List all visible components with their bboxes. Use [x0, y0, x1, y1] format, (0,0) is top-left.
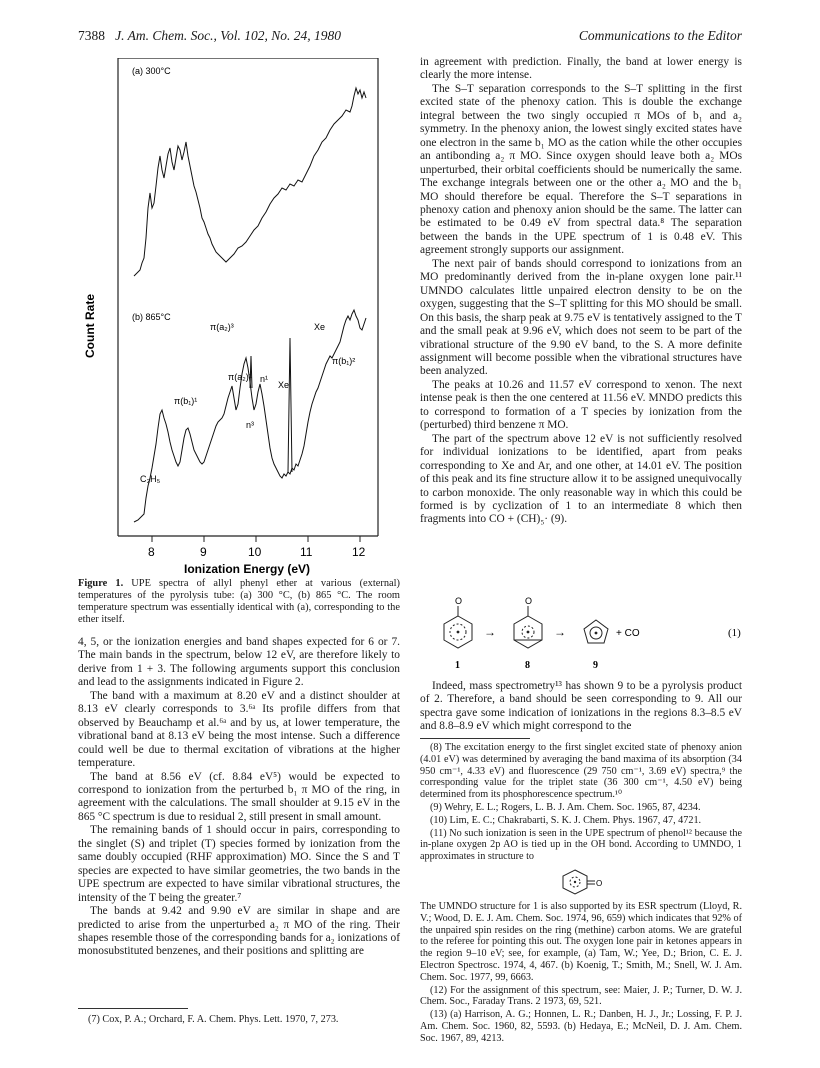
y-axis-label: Count Rate — [83, 294, 97, 358]
label-9: 9 — [593, 660, 598, 671]
annot-c3h5: C₃H₅ — [140, 474, 161, 484]
annot-n3: n³ — [246, 420, 255, 430]
structure-9 — [584, 620, 608, 671]
page-number: 7388 — [78, 28, 105, 43]
paragraph: The band at 8.56 eV (cf. 8.84 eV⁵) would be expected to correspond to ionization from the perturbed b₁ π MO of the ring, in agreement with the calculations. The small shoulder at 9.15 eV in the 865 °C spectrum is due to residual 2, still present in small amount. — [78, 770, 400, 823]
footnote-11: (11) No such ionization is seen in the UPE spectrum of phenol¹² because the in-plane oxygen 2p AO is tied up in the OH bond. According to UMNDO, 1 approximates in structure to — [420, 827, 742, 863]
footnote-7: (7) Cox, P. A.; Orchard, F. A. Chem. Phys. Lett. 1970, 7, 273. — [88, 1014, 339, 1025]
xenon-peak-1 — [288, 338, 292, 472]
paragraph: 4, 5, or the ionization energies and band shapes expected for 6 or 7. The main bands in the spectrum, below 12 eV, are therefore likely to derive from 1 + 3. The following arguments support this conclusion and lead to the assignments indicated in Figure 2. — [78, 636, 400, 689]
annot-pi-b1-2: π(b₁)² — [332, 356, 356, 366]
arrow-2: → — [554, 625, 566, 639]
paragraph: The remaining bands of 1 should occur in pairs, corresponding to the singlet (S) and triplet (T) species formed by ionization from the same doubly occupied (RHF approximation) MO. Since the S and T species are expected to have similar geometries, the two bands in the UPE spectrum are expected to have similar vibrational structures, the intensity of the T being the greater.⁷ — [78, 824, 400, 904]
reaction-scheme-1 — [420, 592, 760, 676]
footnote-11-cont: The UMNDO structure for 1 is also supported by its ESR spectrum (Lloyd, R. V.; Wood, D. E. J. Am. Chem. Soc. 1974, 96, 659) which indicates that 92% of the unpaired spin resides on the ring (methine) carbon atoms. We are grateful to the referee for pointing this out. The oxygen lone pair in ketones appears in the region 9–10 eV; see, for example, (a) Tam, W.; Yee, D.; Brion, C. E. J. Electron Spectrosc. 1974, 4, 467. (b) Koenig, T.; Smith, M.; Snell, W. J. Am. Chem. Soc. 1977, 99, 6663. — [420, 900, 742, 983]
svg-text:O: O — [596, 878, 603, 888]
footnote-9: (9) Wehry, E. L.; Rogers, L. B. J. Am. Chem. Soc. 1965, 87, 4234. — [430, 801, 701, 813]
arrow-1: → — [484, 625, 496, 639]
annot-n1: n¹ — [260, 374, 269, 384]
svg-text:O: O — [525, 596, 533, 606]
footnote-12: (12) For the assignment of this spectrum, see: Maier, J. P.; Turner, D. W. J. Chem. Soc., Faraday Trans. 2 1973, 69, 521. — [420, 984, 742, 1008]
plus-co: + CO — [616, 628, 640, 639]
paragraph: The next pair of bands should correspond to ionizations from an MO predominantly derived from the in-plane oxygen lone pair.¹¹ UMNDO calculates little unpaired electron density to be on the oxygen, suggesting that the S–T splitting for this MO should be small. On this basis, the sharp peak at 9.75 eV is tentatively assigned to the T and the small peak at 9.96 eV, which does not seem to be part of the vibrational structure of the 9.90 eV band, to the S. A more definite assignment will become possible when the vibrational structures have been analyzed. — [420, 257, 742, 378]
panel-a-label: (a) 300°C — [132, 66, 171, 76]
left-column-body — [78, 636, 400, 959]
spectrum-a-trace — [134, 88, 366, 276]
x-tick-label-11: 11 — [300, 545, 313, 559]
footnote-rule-right — [420, 738, 530, 739]
figure-caption — [78, 578, 400, 626]
footnote-10: (10) Lim, E. C.; Chakrabarti, S. K. J. Chem. Phys. 1967, 47, 4721. — [430, 814, 702, 826]
label-1: 1 — [455, 660, 460, 671]
annot-xe-1: Xe — [314, 322, 326, 332]
structure-8 — [514, 596, 542, 671]
paragraph: The peaks at 10.26 and 11.57 eV correspond to xenon. The next intense peak is then the one centered at 11.56 eV. MNDO predicts this to correspond to formation of a T species by ionization from the (perturbed) third benzene π MO. — [420, 378, 742, 432]
x-axis-ticks — [148, 536, 366, 559]
footnote-8: (8) The excitation energy to the first singlet excited state of phenoxy anion (4.01 eV) was determined by averaging the band maxima of its absorption (34 950 cm⁻¹, 4.33 eV) and fluorescence (29 750 cm⁻¹, 3.69 eV) spectra,⁹ the corresponding value for the triplet state (36 300 cm⁻¹, 4.50 eV) being determined from its phosphorescence spectrum.¹⁰ — [420, 742, 742, 801]
journal-citation: J. Am. Chem. Soc., Vol. 102, No. 24, 1980 — [115, 28, 341, 43]
annot-pi-a2-3: π(a₂)³ — [210, 322, 234, 332]
paragraph: The part of the spectrum above 12 eV is not sufficiently resolved for individual ionizations to be identified, apart from peaks corresponding to Xe and Ar, and one other, at 14.01 eV. The position of this peak and its fine structure allow it to be assigned unequivocally to carbon monoxide. The only reasonable way in which this could be formed is by cyclization of 1 to an intermediate 8 which then fragments into CO + (CH)₅· (9). — [420, 432, 742, 526]
figure-1-spectra — [78, 58, 400, 578]
panel-b-label: (b) 865°C — [132, 312, 171, 322]
x-axis-label: Ionization Energy (eV) — [184, 562, 311, 576]
paragraph: The S–T separation corresponds to the S–T splitting in the first excited state of the phenoxy cation. This is double the exchange integral between the two singly occupied π MOs of b₁ and a₂ symmetry. In the phenoxy anion, the lowest singly excited states have one electron in the same b₁ MO as the cation while the other occupies an antibonding a₂ π MO. Since oxygen should leave both a₂ MOs unperturbed, their orbital coefficients should be numerically the same. The exchange integrals between one or the other a₂ MO and the b₁ MO should therefore be equal. Therefore the S–T separations in phenoxy cation and phenoxy anion should be the same. The latter can be estimated to be 0.49 eV from spectral data.⁸ The separation between the bands in the UPE spectrum of 1 is 0.48 eV. This agreement strongly supports our assignment. — [420, 82, 742, 257]
caption-label: Figure 1. — [78, 578, 124, 589]
annot-pi-b1-1: π(b₁)¹ — [174, 396, 198, 406]
caption-text: UPE spectra of allyl phenyl ether at various (external) temperatures of the pyrolysis tube: (a) 300 °C, (b) 865 °C. The room temperature spectrum was essentially identical with (a), corresponding to the ether itself. — [78, 578, 400, 625]
spectrum-b-trace — [134, 310, 366, 522]
page-header — [78, 28, 742, 46]
label-8: 8 — [525, 660, 530, 671]
paragraph: The bands at 9.42 and 9.90 eV are similar in shape and are predicted to arise from the unperturbed a₂ π MO of the ring. Their shapes resemble those of the corresponding bands for a₂ ionizations of monosubstituted benzenes, and their positions and splitting are — [78, 905, 400, 958]
x-tick-label-12: 12 — [352, 545, 366, 559]
right-column-body — [420, 56, 742, 527]
annot-xe-2: Xe — [278, 380, 290, 390]
right-column-body-2 — [420, 680, 742, 734]
section-title: Communications to the Editor — [578, 28, 742, 43]
structure-inline — [551, 867, 611, 897]
x-tick-label-9: 9 — [200, 545, 207, 559]
footnote-13: (13) (a) Harrison, A. G.; Honnen, L. R.; Danben, H. J., Jr.; Lossing, F. P. J. Am. Chem. Soc. 1960, 82, 5593. (b) Hedaya, E.; McNeil, D. J. Am. Chem. Soc. 1967, 89, 4213. — [420, 1009, 742, 1044]
paragraph: in agreement with prediction. Finally, the band at lower energy is clearly the more intense. — [420, 56, 742, 82]
paragraph: The band with a maximum at 8.20 eV and a distinct shoulder at 8.13 eV clearly corresponds to 3.⁶ᵃ Its profile differs from that observed by Beauchamp et al.⁶ᵃ and by us, at lower temperature, the vibrational band at 8.13 eV being the most intense. Such a difference could well be due to thermal excitation of vibrations at the higher temperature. — [78, 689, 400, 770]
right-footnotes — [420, 742, 742, 1046]
footnote-rule-left — [78, 1008, 188, 1009]
annot-pi-a2-1: π(a₂)¹ — [228, 372, 252, 382]
x-tick-label-10: 10 — [248, 545, 262, 559]
equation-number: (1) — [728, 627, 741, 639]
structure-1 — [444, 596, 472, 671]
paragraph: Indeed, mass spectrometry¹³ has shown 9 to be a pyrolysis product of 2. Therefore, a band should be seen corresponding to 9. All our spectra gave some indication of ionizations in the regions 8.3–8.5 eV and 8.8–8.9 eV which might correspond to the — [420, 680, 742, 733]
x-tick-label-8: 8 — [148, 545, 155, 559]
left-footnote — [78, 1014, 400, 1027]
svg-text:O: O — [455, 596, 463, 606]
